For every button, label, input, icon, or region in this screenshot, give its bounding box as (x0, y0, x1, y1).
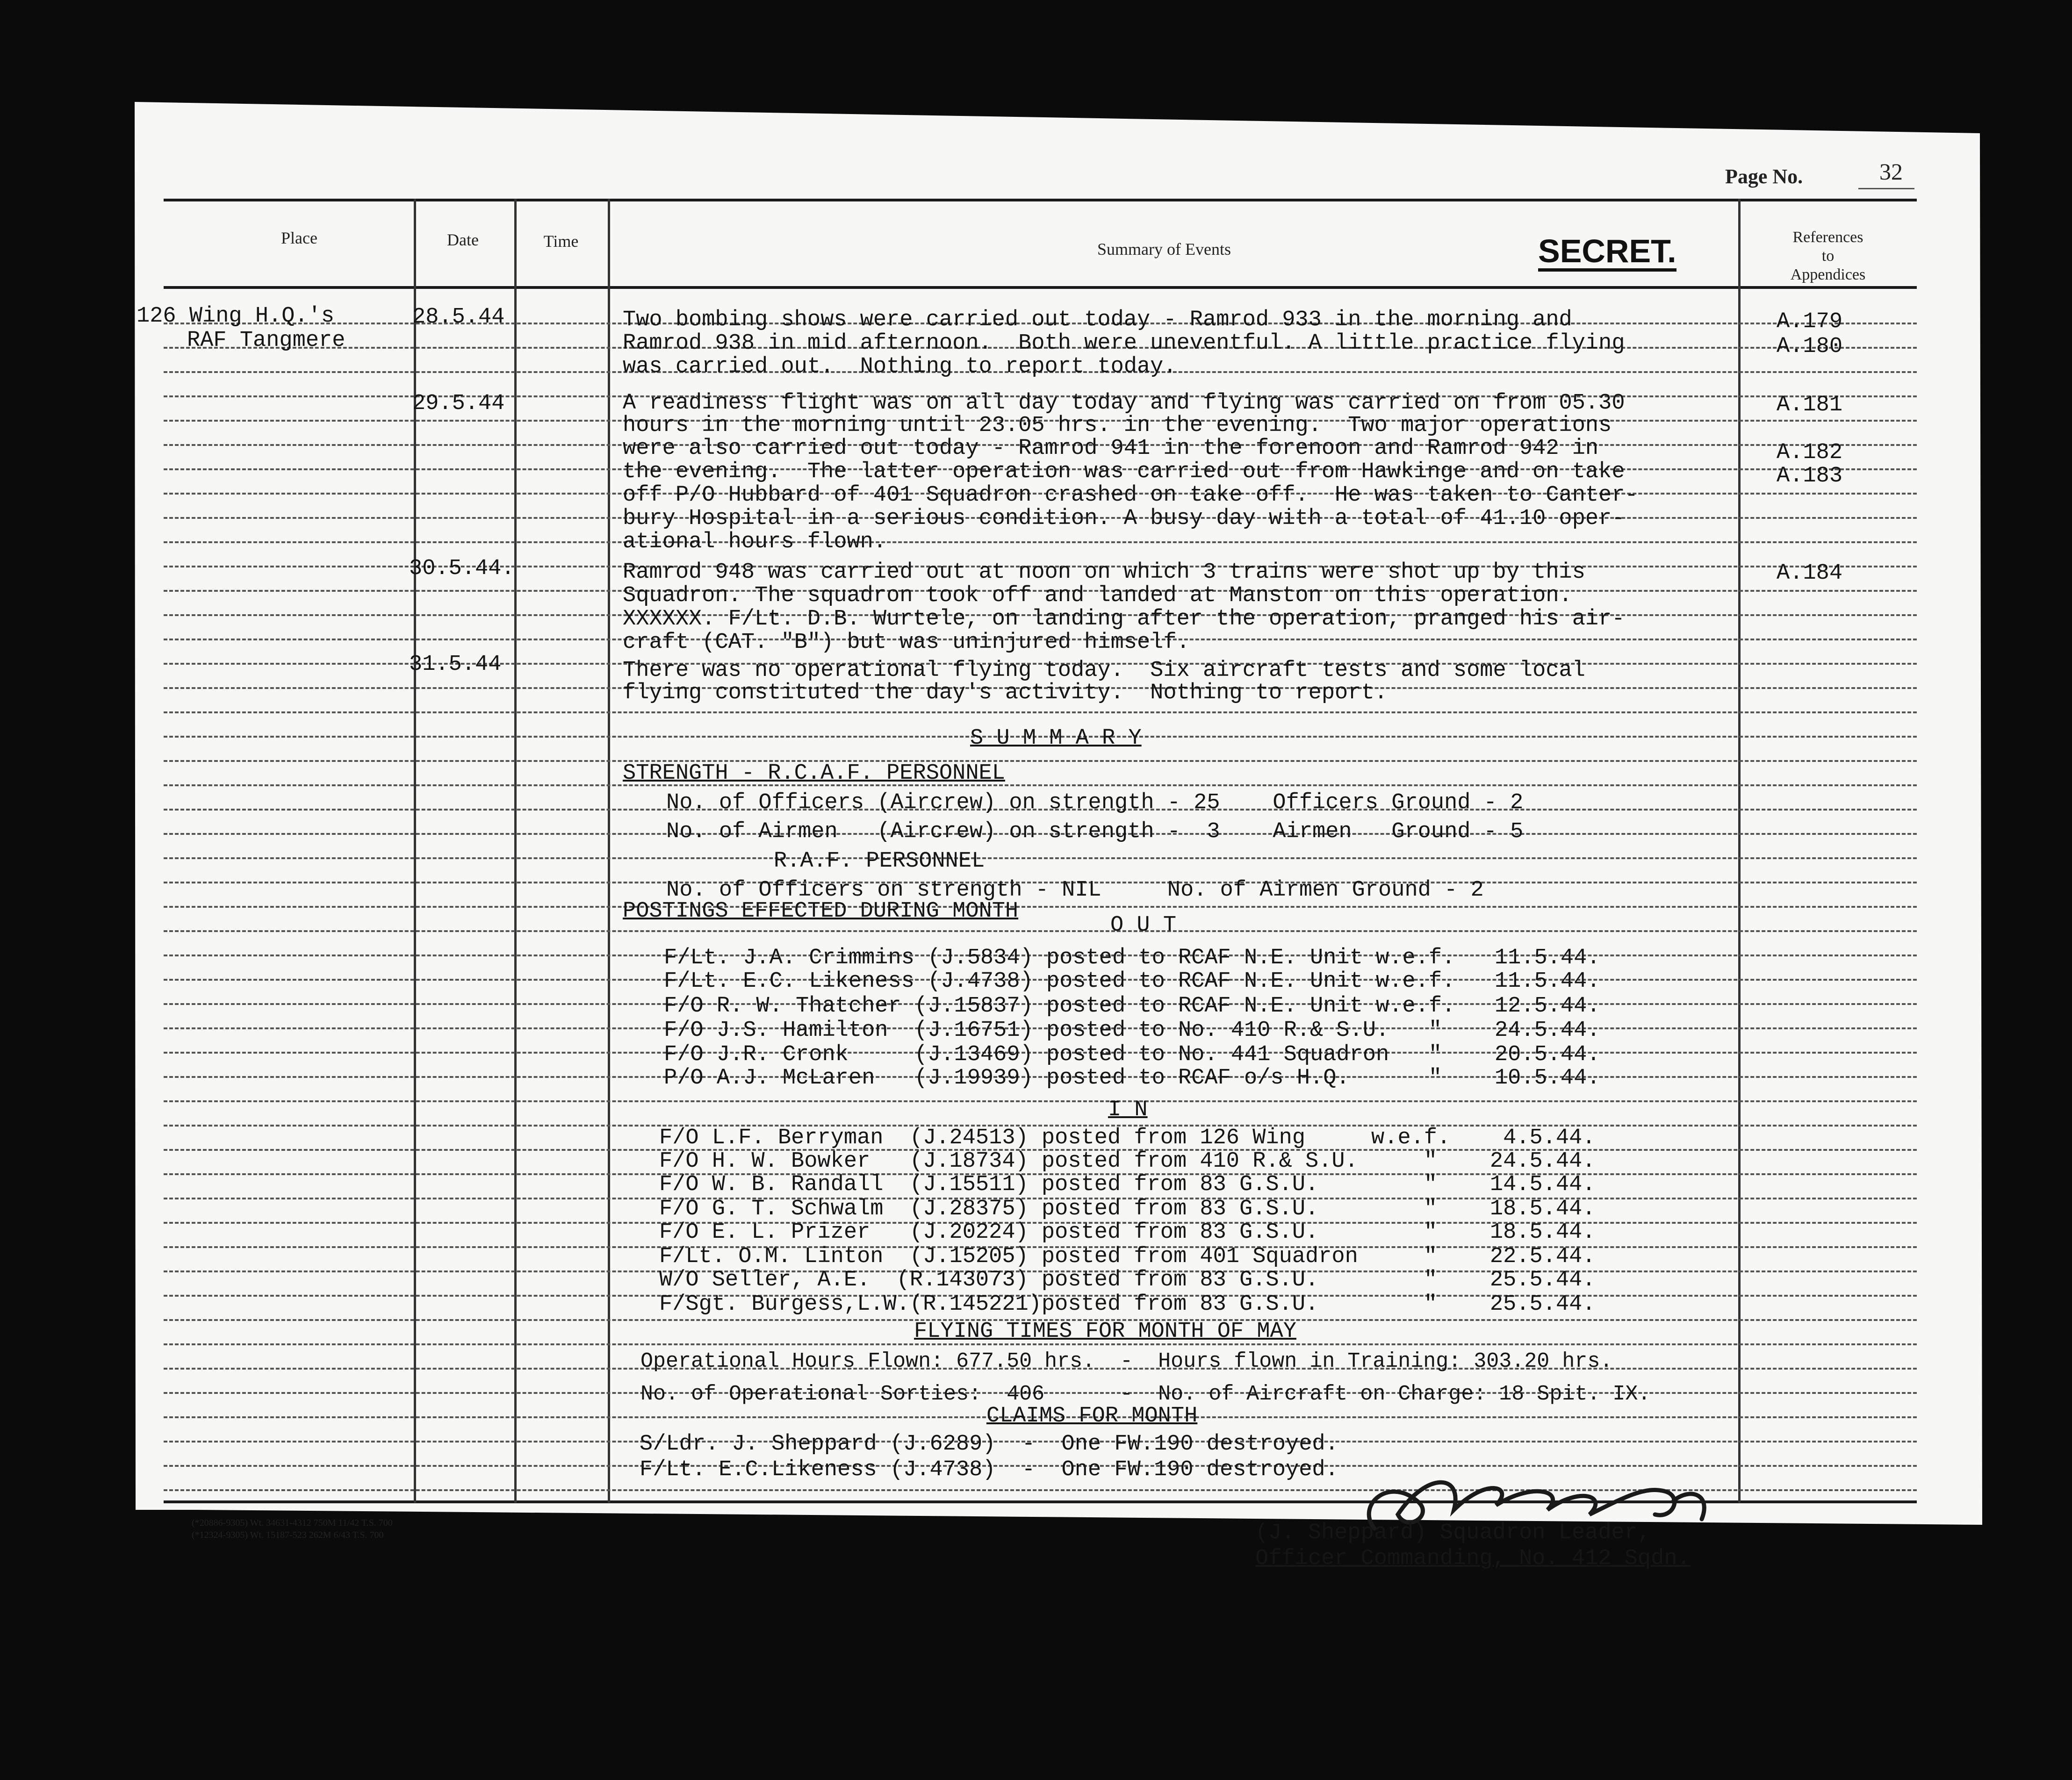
header-summary: Summary of Events (1097, 240, 1231, 258)
entry-line: XXXXXX. F/Lt. D.B. Wurtele, on landing after the operation, pranged his air- (623, 607, 1625, 632)
ruled-line (164, 541, 1917, 543)
raf-line: No. of Officers on strength - NIL No. of Airmen Ground - 2 (666, 878, 1484, 903)
appendix-ref: A.179 (1777, 309, 1843, 334)
claim-row: S/Ldr. J. Sheppard (J.6289) - One FW.190 destroyed. (640, 1432, 1338, 1457)
entry-line: the evening. The latter operation was carried out from Hawkinge and on take (623, 459, 1625, 484)
appendix-ref: A.180 (1777, 334, 1843, 359)
posting-out-row: F/Lt. J.A. Crimmins (J.5834) posted to RCAF N.E. Unit w.e.f. 11.5.44. (664, 946, 1600, 970)
raf-title: R.A.F. PERSONNEL (774, 849, 985, 874)
posting-out-row: F/Lt. E.C. Likeness (J.4738) posted to RCAF N.E. Unit w.e.f. 11.5.44. (664, 969, 1600, 994)
binder-hole (1159, 1585, 1194, 1624)
form-print-note-line: (*12324-9305) Wt. 15187-523 262M 6/43 T.S. 700 (192, 1530, 384, 1540)
column-divider (1738, 199, 1741, 1503)
posting-in-row: F/O G. T. Schwalm (J.28375) posted from 83 G.S.U. " 18.5.44. (659, 1197, 1596, 1221)
header-references-line: Appendices (1790, 266, 1866, 283)
appendix-ref: A.184 (1777, 561, 1843, 586)
form-print-note-line: (*20886-9305) Wt. 34631-4312 750M 11/42 T.S. 700 (192, 1518, 393, 1528)
strength-line: No. of Airmen (Aircrew) on strength - 3 Airmen Ground - 5 (666, 819, 1524, 844)
header-time: Time (543, 232, 579, 251)
form-print-note (192, 1517, 393, 1541)
entry-line: was carried out. Nothing to report today. (623, 354, 1177, 379)
column-divider (514, 199, 517, 1503)
entry-line: bury Hospital in a serious condition. A busy day with a total of 41.10 oper- (623, 506, 1625, 531)
entry-date: 30.5.44. (409, 556, 515, 581)
flying-times-line: No. of Operational Sorties: 406 - No. of Aircraft on Charge: 18 Spit. IX. (640, 1382, 1651, 1406)
in-title: I N (1108, 1098, 1148, 1122)
out-title: O U T (1110, 913, 1177, 938)
signoff-line: Officer Commanding, No. 412 Sqdn. (1255, 1546, 1691, 1571)
posting-in-row: F/O H. W. Bowker (J.18734) posted from 410 R.& S.U. " 24.5.44. (659, 1149, 1596, 1174)
entry-line: Two bombing shows were carried out today - Ramrod 933 in the morning and (623, 308, 1572, 332)
posting-out-row: F/O J.S. Hamilton (J.16751) posted to No. 410 R.& S.U. " 24.5.44. (664, 1018, 1600, 1043)
posting-in-row: F/O L.F. Berryman (J.24513) posted from 126 Wing w.e.f. 4.5.44. (659, 1126, 1596, 1150)
entry-line: Ramrod 938 in mid afternoon. Both were uneventful. A little practice flying (623, 331, 1625, 356)
entry-date: 29.5.44 (412, 391, 505, 416)
header-references-line: to (1821, 247, 1835, 265)
entry-line: flying constituted the day's activity. Nothing to report. (623, 681, 1388, 705)
binder-hole (231, 1566, 273, 1631)
claims-title: CLAIMS FOR MONTH (986, 1404, 1198, 1428)
claim-row: F/Lt. E.C.Likeness (J.4738) - One FW.190 destroyed. (640, 1457, 1338, 1482)
header-references-line: References (1792, 229, 1863, 246)
ruled-line (164, 1100, 1917, 1102)
flying-times-title: FLYING TIMES FOR MONTH OF MAY (914, 1319, 1296, 1344)
entry-line: Ramrod 948 was carried out at noon on which 3 trains were shot up by this (623, 560, 1585, 585)
ruled-line (164, 760, 1917, 762)
page-number-label: Page No. (1725, 165, 1803, 188)
page-number-underline (1858, 188, 1914, 189)
header-bottom-rule (164, 286, 1917, 289)
ruled-line (164, 906, 1917, 908)
posting-in-row: W/O Seller, A.E. (R.143073) posted from 83 G.S.U. " 25.5.44. (659, 1268, 1596, 1292)
page-number-value: 32 (1879, 158, 1903, 185)
strength-title: STRENGTH - R.C.A.F. PERSONNEL (623, 761, 1005, 786)
entry-line: were also carried out today - Ramrod 941 in the forenoon and Ramrod 942 in (623, 436, 1599, 461)
ruled-line (164, 857, 1917, 859)
header-date: Date (447, 230, 479, 249)
entry-line: Squadron. The squadron took off and landed at Manston on this operation. (623, 583, 1572, 608)
entry-line: ational hours flown. (623, 530, 887, 554)
appendix-ref: A.183 (1777, 464, 1843, 488)
appendix-ref: A.182 (1777, 440, 1843, 465)
posting-in-row: F/Lt. O.M. Linton (J.15205) posted from 401 Squadron " 22.5.44. (659, 1244, 1596, 1269)
entry-line: hours in the morning until 23.05 hrs. in the evening. Two major operations (623, 413, 1612, 438)
ruled-line (164, 930, 1917, 932)
appendix-ref: A.181 (1777, 393, 1843, 417)
binder-hole (1746, 1589, 1800, 1664)
posting-in-row: F/O E. L. Prizer (J.20224) posted from 83 G.S.U. " 18.5.44. (659, 1220, 1596, 1245)
place-line: RAF Tangmere (187, 328, 345, 353)
posting-in-row: F/Sgt. Burgess,L.W.(R.145221)posted from 83 G.S.U. " 25.5.44. (659, 1292, 1596, 1317)
posting-out-row: F/O R. W. Thatcher (J.15837) posted to RCAF N.E. Unit w.e.f. 12.5.44. (664, 994, 1600, 1019)
entry-line: off P/O Hubbard of 401 Squadron crashed on take off. He was taken to Canter- (623, 483, 1638, 508)
signoff-line: (J. Sheppard) Squadron Leader, (1255, 1521, 1651, 1545)
secret-stamp: SECRET. (1538, 234, 1676, 272)
entry-line: There was no operational flying today. Six aircraft tests and some local (623, 658, 1585, 683)
posting-in-row: F/O W. B. Randall (J.15511) posted from 83 G.S.U. " 14.5.44. (659, 1172, 1596, 1197)
place-line: 126 Wing H.Q.'s (137, 304, 335, 329)
posting-out-row: F/O J.R. Cronk (J.13469) posted to No. 441 Squadron " 20.5.44. (664, 1042, 1600, 1067)
header-place: Place (281, 229, 317, 247)
strength-line: No. of Officers (Aircrew) on strength - 25 Officers Ground - 2 (666, 790, 1524, 815)
ruled-line (164, 711, 1917, 713)
entry-line: A readiness flight was on all day today and flying was carried on from 05.30 (623, 391, 1625, 416)
flying-times-line: Operational Hours Flown: 677.50 hrs. - Hours flown in Training: 303.20 hrs. (640, 1349, 1613, 1373)
entry-date: 31.5.44 (409, 652, 502, 677)
posting-out-row: P/O A.J. McLaren (J.19939) posted to RCAF o/s H.Q. " 10.5.44. (664, 1066, 1600, 1091)
ruled-line (164, 784, 1917, 786)
header-top-rule (164, 199, 1917, 201)
column-divider (608, 199, 610, 1503)
header-references (1758, 228, 1898, 284)
postings-title: POSTINGS EFFECTED DURING MONTH (623, 899, 1019, 924)
entry-line: craft (CAT. "B") but was uninjured himself. (623, 630, 1190, 655)
summary-title: S U M M A R Y (970, 726, 1142, 751)
entry-date: 28.5.44 (412, 305, 505, 330)
